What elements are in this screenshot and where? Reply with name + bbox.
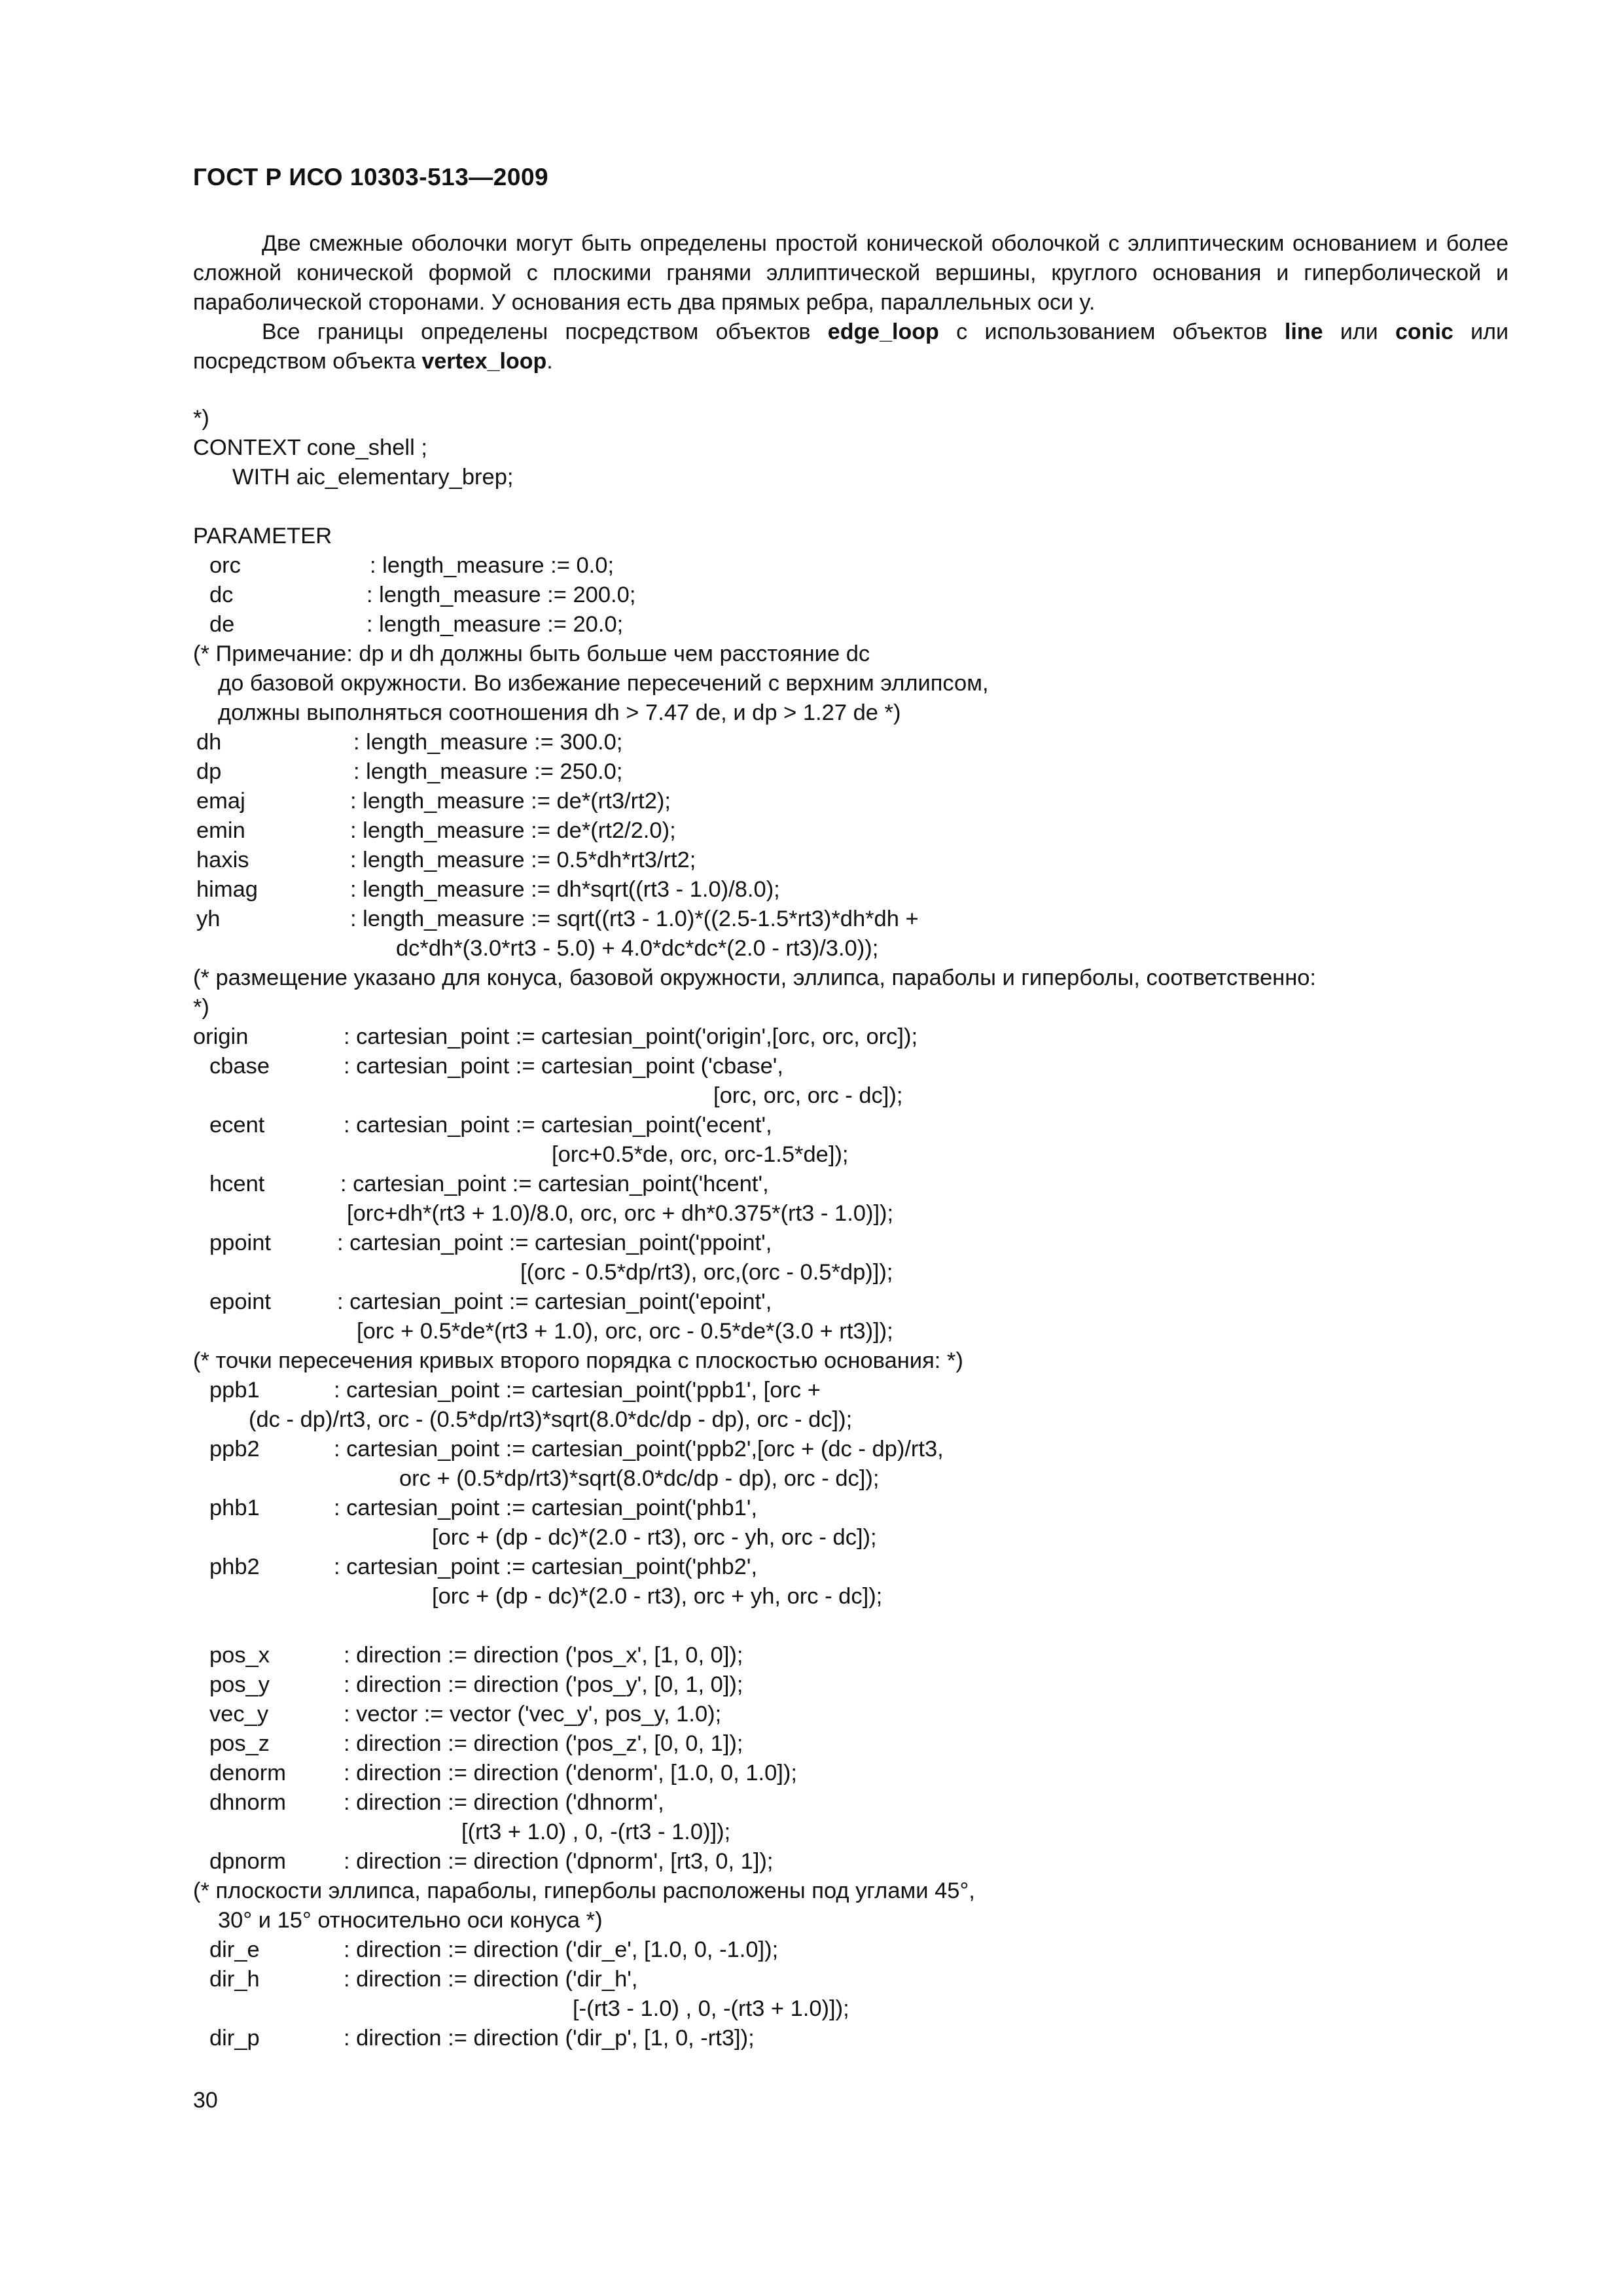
- code-identifier: ppb2: [209, 1437, 260, 1462]
- document-header: ГОСТ Р ИСО 10303-513—2009: [193, 164, 549, 190]
- code-definition: : length_measure := de*(rt3/rt2);: [350, 789, 671, 814]
- code-identifier: phb2: [209, 1554, 260, 1579]
- code-text: [-(rt3 - 1.0) , 0, -(rt3 + 1.0)]);: [573, 1996, 849, 2021]
- code-text: orc + (0.5*dp/rt3)*sqrt(8.0*dc/dp - dp), orc - dc]);: [399, 1466, 880, 1491]
- code-definition: : direction := direction ('pos_x', [1, 0, 0]);: [344, 1643, 743, 1668]
- code-definition: : length_measure := 250.0;: [353, 759, 623, 784]
- code-identifier: dpnorm: [209, 1849, 286, 1874]
- text-run: или: [1323, 319, 1396, 344]
- code-identifier: pos_y: [209, 1672, 270, 1697]
- code-identifier: vec_y: [209, 1702, 269, 1727]
- code-identifier: pos_x: [209, 1643, 270, 1668]
- code-definition: : cartesian_point := cartesian_point ('cbase',: [344, 1054, 783, 1079]
- text-run: .: [546, 349, 553, 374]
- code-text: [(orc - 0.5*dp/rt3), orc,(orc - 0.5*dp)]);: [520, 1260, 893, 1285]
- paragraph-intro: [193, 229, 1508, 317]
- code-definition: : length_measure := sqrt((rt3 - 1.0)*((2.5-1.5*rt3)*dh*dh +: [350, 906, 919, 931]
- code-identifier: dir_h: [209, 1967, 260, 1992]
- page-number: 30: [193, 2088, 218, 2113]
- code-text: (* точки пересечения кривых второго порядка с плоскостью основания: *): [193, 1348, 963, 1373]
- code-text: [orc, orc, orc - dc]);: [713, 1083, 903, 1108]
- code-definition: : cartesian_point := cartesian_point('ppb2',[orc + (dc - dp)/rt3,: [334, 1437, 944, 1462]
- text-run: или посредством объекта: [193, 319, 1508, 374]
- code-definition: : length_measure := 200.0;: [366, 583, 636, 607]
- code-identifier: emin: [196, 818, 245, 843]
- paragraph-boundaries: [193, 317, 1508, 376]
- code-text: (* размещение указано для конуса, базовой окружности, эллипса, параболы и гиперболы, соответственно:: [193, 965, 1317, 990]
- keyword-edge-loop: edge_loop: [827, 319, 939, 344]
- code-text: [(rt3 + 1.0) , 0, -(rt3 - 1.0)]);: [461, 1820, 731, 1844]
- code-definition: : length_measure := de*(rt2/2.0);: [350, 818, 676, 843]
- code-text: dc*dh*(3.0*rt3 - 5.0) + 4.0*dc*dc*(2.0 - rt3)/3.0));: [396, 936, 879, 961]
- code-text: CONTEXT cone_shell ;: [193, 435, 427, 460]
- code-identifier: ppoint: [209, 1230, 271, 1255]
- code-identifier: de: [209, 612, 235, 637]
- code-identifier: dir_p: [209, 2026, 260, 2051]
- code-identifier: ppb1: [209, 1378, 260, 1403]
- code-text: [orc + (dp - dc)*(2.0 - rt3), orc - yh, orc - dc]);: [432, 1525, 877, 1550]
- code-identifier: dhnorm: [209, 1790, 286, 1815]
- code-text: [orc + 0.5*de*(rt3 + 1.0), orc, orc - 0.5*de*(3.0 + rt3)]);: [357, 1319, 893, 1344]
- code-identifier: epoint: [209, 1289, 271, 1314]
- code-definition: : cartesian_point := cartesian_point('ecent',: [344, 1113, 772, 1138]
- code-definition: : cartesian_point := cartesian_point('epoint',: [337, 1289, 772, 1314]
- code-definition: : direction := direction ('denorm', [1.0, 0, 1.0]);: [344, 1761, 797, 1785]
- code-identifier: cbase: [209, 1054, 270, 1079]
- code-definition: : cartesian_point := cartesian_point('ppb1', [orc +: [334, 1378, 821, 1403]
- code-identifier: dir_e: [209, 1937, 260, 1962]
- code-text: [orc + (dp - dc)*(2.0 - rt3), orc + yh, orc - dc]);: [432, 1584, 883, 1609]
- code-definition: : cartesian_point := cartesian_point('hcent',: [340, 1172, 769, 1196]
- code-definition: : length_measure := dh*sqrt((rt3 - 1.0)/8.0);: [350, 877, 780, 902]
- code-text: [orc+dh*(rt3 + 1.0)/8.0, orc, orc + dh*0.375*(rt3 - 1.0)]);: [347, 1201, 894, 1226]
- text-run: Все границы определены посредством объектов: [262, 319, 828, 344]
- code-definition: : vector := vector ('vec_y', pos_y, 1.0);: [344, 1702, 722, 1727]
- code-definition: : direction := direction ('dir_e', [1.0, 0, -1.0]);: [344, 1937, 779, 1962]
- code-identifier: pos_z: [209, 1731, 270, 1756]
- code-identifier: denorm: [209, 1761, 286, 1785]
- keyword-conic: conic: [1395, 319, 1454, 344]
- code-identifier: ecent: [209, 1113, 265, 1138]
- code-definition: : direction := direction ('dir_p', [1, 0, -rt3]);: [344, 2026, 755, 2051]
- code-text: (* плоскости эллипса, параболы, гиперболы расположены под углами 45°,: [193, 1878, 975, 1903]
- code-definition: : length_measure := 20.0;: [366, 612, 624, 637]
- code-identifier: himag: [196, 877, 258, 902]
- code-definition: : cartesian_point := cartesian_point('origin',[orc, orc, orc]);: [344, 1024, 918, 1049]
- code-text: *): [193, 406, 209, 431]
- code-identifier: dp: [196, 759, 222, 784]
- code-definition: : cartesian_point := cartesian_point('phb2',: [334, 1554, 758, 1579]
- code-identifier: dh: [196, 730, 222, 755]
- code-definition: : direction := direction ('dpnorm', [rt3, 0, 1]);: [344, 1849, 774, 1874]
- code-definition: : length_measure := 300.0;: [353, 730, 623, 755]
- code-text: PARAMETER: [193, 524, 332, 548]
- code-definition: : length_measure := 0.0;: [370, 553, 615, 578]
- code-identifier: emaj: [196, 789, 245, 814]
- code-text: *): [193, 995, 209, 1020]
- code-identifier: dc: [209, 583, 234, 607]
- code-definition: : direction := direction ('pos_y', [0, 1, 0]);: [344, 1672, 743, 1697]
- code-text: [orc+0.5*de, orc, orc-1.5*de]);: [552, 1142, 849, 1167]
- code-identifier: haxis: [196, 848, 249, 872]
- code-text: должны выполняться соотношения dh > 7.47 de, и dp > 1.27 de *): [218, 700, 901, 725]
- code-text: WITH aic_elementary_brep;: [232, 465, 514, 490]
- code-definition: : direction := direction ('dir_h',: [344, 1967, 638, 1992]
- code-identifier: origin: [193, 1024, 249, 1049]
- code-identifier: orc: [209, 553, 241, 578]
- code-text: до базовой окружности. Во избежание пересечений с верхним эллипсом,: [218, 671, 989, 696]
- code-identifier: phb1: [209, 1496, 260, 1520]
- code-identifier: yh: [196, 906, 221, 931]
- code-text: (dc - dp)/rt3, orc - (0.5*dp/rt3)*sqrt(8.0*dc/dp - dp), orc - dc]);: [249, 1407, 853, 1432]
- code-definition: : direction := direction ('dhnorm',: [344, 1790, 664, 1815]
- text-run: с использованием объектов: [938, 319, 1285, 344]
- paragraph-intro-text: Две смежные оболочки могут быть определены простой конической оболочкой с эллиптическим основанием и более сложной конической формой с плоскими гранями эллиптической вершины, круглого основания и гиперболической и параболической сторонами. У основания есть два прямых ребра, параллельных оси y.: [193, 231, 1508, 315]
- code-definition: : direction := direction ('pos_z', [0, 0, 1]);: [344, 1731, 743, 1756]
- code-text: 30° и 15° относительно оси конуса *): [218, 1908, 603, 1933]
- code-definition: : length_measure := 0.5*dh*rt3/rt2;: [350, 848, 696, 872]
- code-text: (* Примечание: dp и dh должны быть больше чем расстояние dc: [193, 641, 870, 666]
- code-identifier: hcent: [209, 1172, 265, 1196]
- keyword-line: line: [1284, 319, 1323, 344]
- code-definition: : cartesian_point := cartesian_point('phb1',: [334, 1496, 758, 1520]
- code-definition: : cartesian_point := cartesian_point('ppoint',: [337, 1230, 772, 1255]
- keyword-vertex-loop: vertex_loop: [421, 349, 547, 374]
